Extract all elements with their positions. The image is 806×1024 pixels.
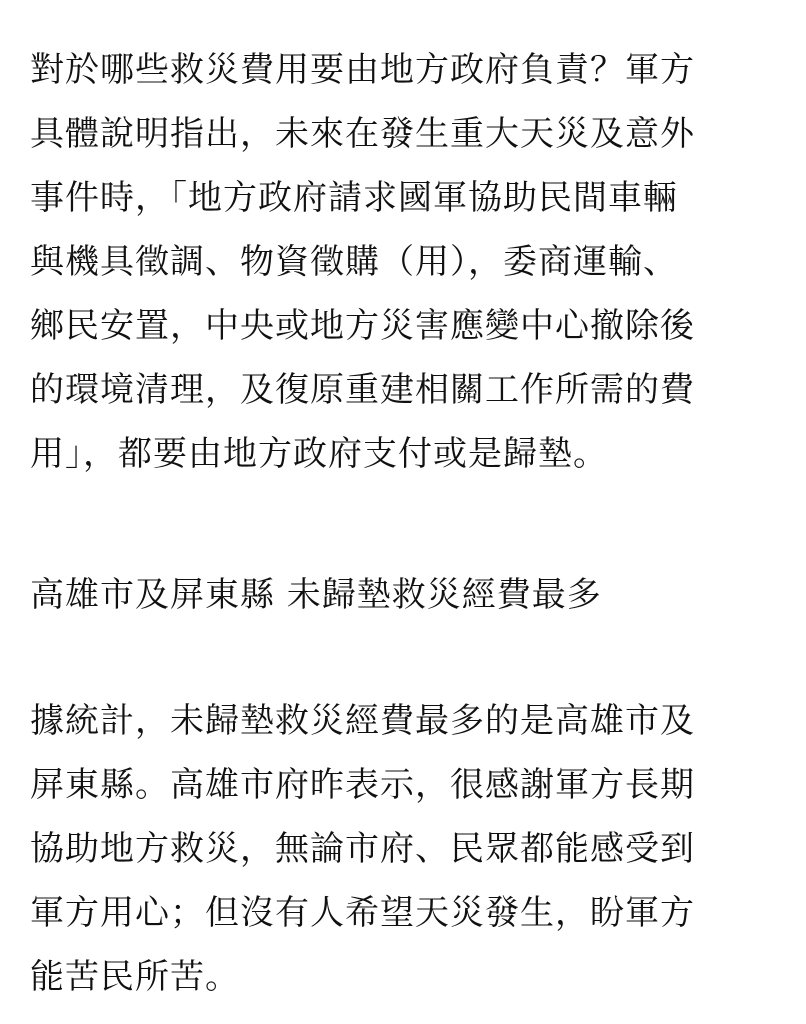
paragraph-line: 用」，都要由地方政府支付或是歸墊。 bbox=[30, 434, 608, 474]
paragraph-line: 協助地方救災，無論市府、民眾都能感受到 bbox=[30, 829, 695, 869]
paragraph-line: 具體說明指出，未來在發生重大天災及意外 bbox=[30, 114, 695, 154]
paragraph-line: 屏東縣。高雄市府昨表示，很感謝軍方長期 bbox=[30, 765, 695, 805]
paragraph-line: 與機具徵調、物資徵購（用），委商運輸、 bbox=[30, 242, 678, 282]
paragraph-line: 鄉民安置，中央或地方災害應變中心撤除後 bbox=[30, 306, 695, 346]
paragraph-line: 能苦民所苦。 bbox=[30, 957, 240, 997]
article-paragraph-1 bbox=[30, 38, 776, 486]
subheading-text: 高雄市及屏東縣 未歸墊救災經費最多 bbox=[30, 575, 602, 615]
paragraph-line: 的環境清理，及復原重建相關工作所需的費 bbox=[30, 370, 695, 410]
paragraph-line: 事件時，「地方政府請求國軍協助民間車輛 bbox=[30, 178, 678, 218]
article-paragraph-2 bbox=[30, 689, 776, 1009]
paragraph-line: 據統計，未歸墊救災經費最多的是高雄市及 bbox=[30, 701, 695, 741]
paragraph-line: 對於哪些救災費用要由地方政府負責？軍方 bbox=[30, 50, 695, 90]
paragraph-line: 軍方用心；但沒有人希望天災發生，盼軍方 bbox=[30, 893, 695, 933]
article-subheading bbox=[30, 563, 776, 627]
